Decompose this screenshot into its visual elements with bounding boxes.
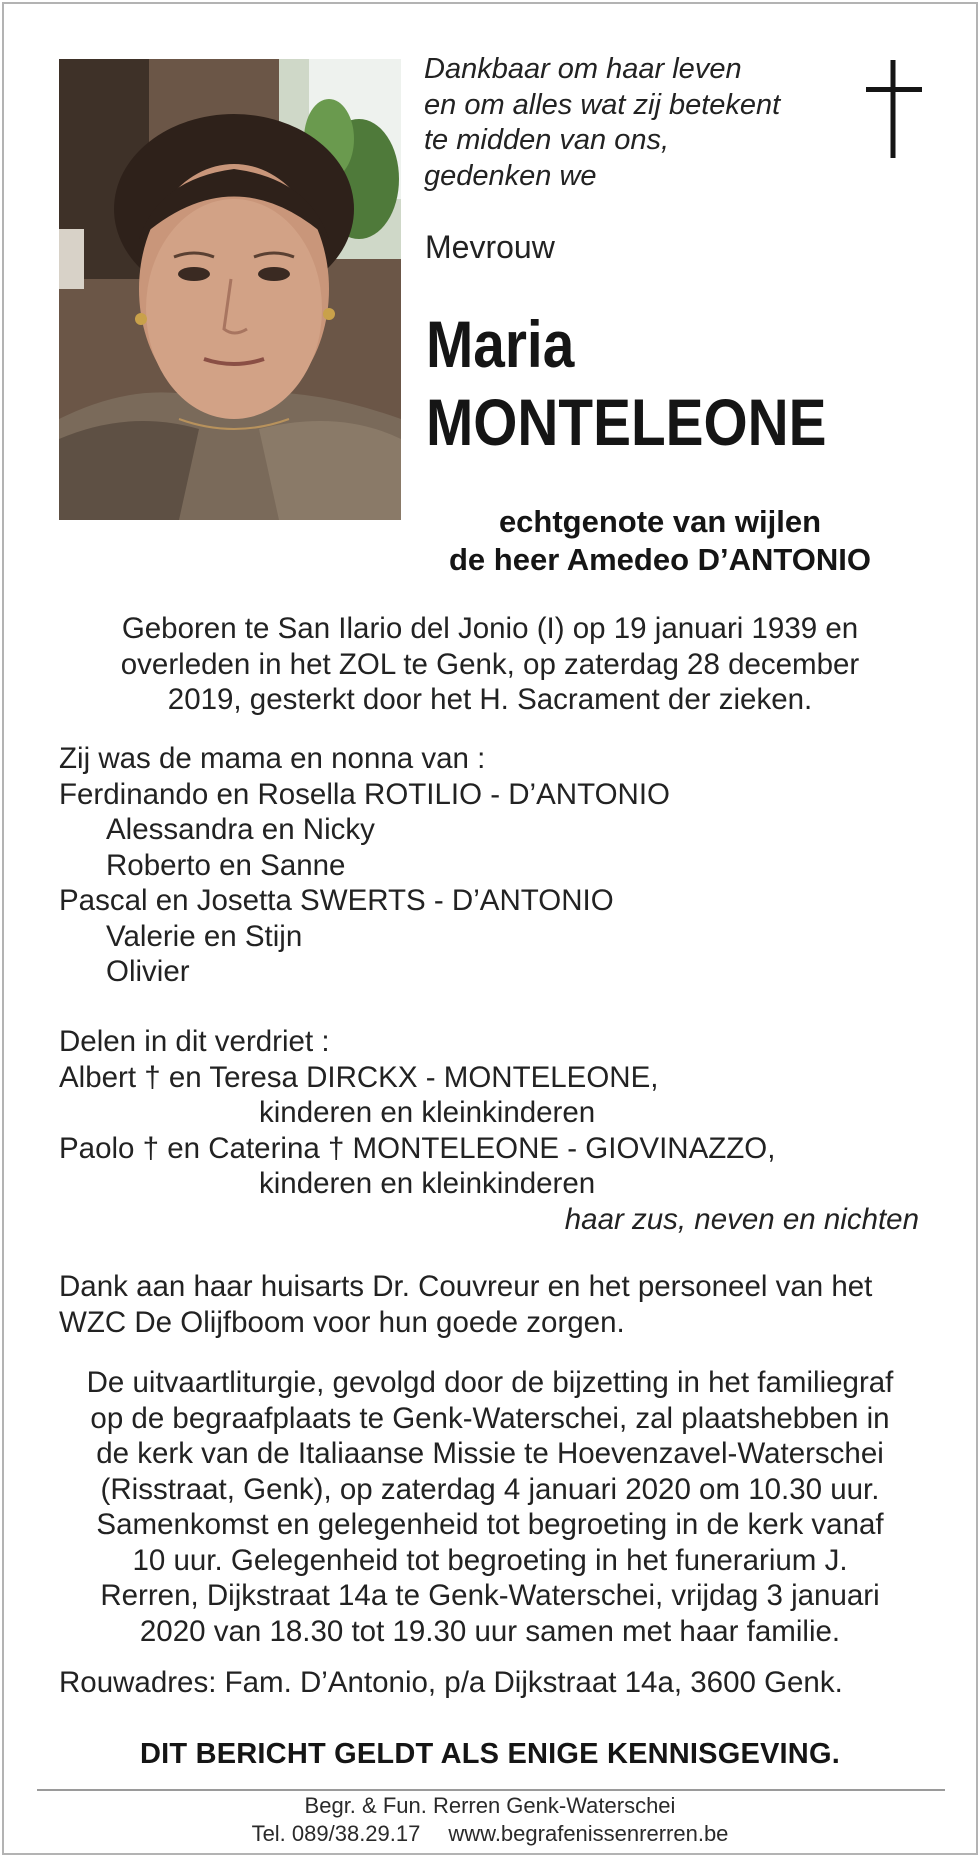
phone-number: Tel. 089/38.29.17 — [251, 1821, 421, 1846]
spouse-info — [380, 503, 940, 579]
birth-death-paragraph — [60, 611, 920, 718]
funeral-paragraph — [50, 1365, 930, 1649]
paragraph-line: Dank aan haar huisarts Dr. Couvreur en het personeel van het — [59, 1270, 873, 1303]
grief-line: Paolo † en Caterina † MONTELEONE - GIOVINAZZO, — [59, 1131, 776, 1165]
paragraph-line: De uitvaartliturgie, gevolgd door de bijzetting in het familiegraf — [86, 1366, 894, 1399]
cross-icon — [866, 60, 922, 163]
grief-heading: Delen in dit verdriet : — [59, 1025, 330, 1058]
paragraph-line: Geboren te San Ilario del Jonio (I) op 19 januari 1939 en — [121, 612, 859, 645]
paragraph-line: Rerren, Dijkstraat 14a te Genk-Waterschei, vrijdag 3 januari — [100, 1579, 880, 1612]
deceased-name — [426, 305, 873, 461]
portrait-photo — [59, 59, 401, 520]
grief-list — [59, 1024, 919, 1237]
spouse-line: de heer Amedeo D’ANTONIO — [448, 542, 872, 577]
last-name: MONTELEONE — [426, 385, 827, 459]
website-link[interactable]: www.begrafenissenrerren.be — [448, 1821, 729, 1846]
footer-divider — [37, 1789, 945, 1791]
thanks-paragraph — [59, 1269, 939, 1340]
mourning-address: Rouwadres: Fam. D’Antonio, p/a Dijkstraat 14a, 3600 Genk. — [59, 1666, 843, 1699]
family-line: Olivier — [106, 955, 190, 988]
paragraph-line: op de begraafplaats te Genk-Waterschei, zal plaatshebben in — [90, 1401, 890, 1435]
family-list — [59, 741, 939, 990]
grief-line: Albert † en Teresa DIRCKX - MONTELEONE, — [59, 1060, 659, 1094]
intro-line: gedenken we — [424, 159, 597, 192]
family-line: Pascal en Josetta SWERTS - D’ANTONIO — [59, 884, 614, 917]
footer-contact — [0, 1820, 980, 1848]
first-name: Maria — [426, 307, 575, 381]
paragraph-line: de kerk van de Italiaanse Missie te Hoevenzavel-Waterschei — [96, 1437, 884, 1470]
intro-line: Dankbaar om haar leven — [424, 53, 742, 85]
paragraph-line: overleden in het ZOL te Genk, op zaterdag 28 december — [120, 647, 860, 681]
grief-line: kinderen en kleinkinderen — [259, 1167, 596, 1200]
paragraph-line: Samenkomst en gelegenheid tot begroeting in de kerk vanaf — [96, 1508, 884, 1541]
intro-text — [424, 52, 844, 194]
paragraph-line: (Risstraat, Genk), op zaterdag 4 januari 2020 om 10.30 uur. — [100, 1472, 880, 1506]
intro-line: te midden van ons, — [424, 124, 670, 156]
paragraph-line: 2019, gesterkt door het H. Sacrament der zieken. — [167, 683, 813, 716]
grief-line-italic: haar zus, neven en nichten — [564, 1202, 919, 1236]
family-line: Valerie en Stijn — [106, 919, 303, 953]
official-notice: DIT BERICHT GELDT ALS ENIGE KENNISGEVING. — [140, 1738, 840, 1770]
spouse-line: echtgenote van wijlen — [498, 504, 822, 539]
intro-line: en om alles wat zij betekent — [424, 88, 781, 121]
family-line: Alessandra en Nicky — [106, 813, 375, 846]
family-heading: Zij was de mama en nonna van : — [59, 742, 486, 775]
paragraph-line: 10 uur. Gelegenheid tot begroeting in het funerarium J. — [132, 1543, 848, 1577]
paragraph-line: 2020 van 18.30 tot 19.30 uur samen met haar familie. — [139, 1614, 841, 1648]
family-line: Roberto en Sanne — [106, 848, 346, 882]
footer — [0, 1792, 980, 1848]
paragraph-line: WZC De Olijfboom voor hun goede zorgen. — [59, 1305, 625, 1339]
family-line: Ferdinando en Rosella ROTILIO - D’ANTONIO — [59, 777, 670, 811]
grief-line: kinderen en kleinkinderen — [259, 1096, 596, 1129]
funeral-home-name: Begr. & Fun. Rerren Genk-Waterschei — [304, 1793, 676, 1818]
salutation: Mevrouw — [425, 229, 555, 265]
